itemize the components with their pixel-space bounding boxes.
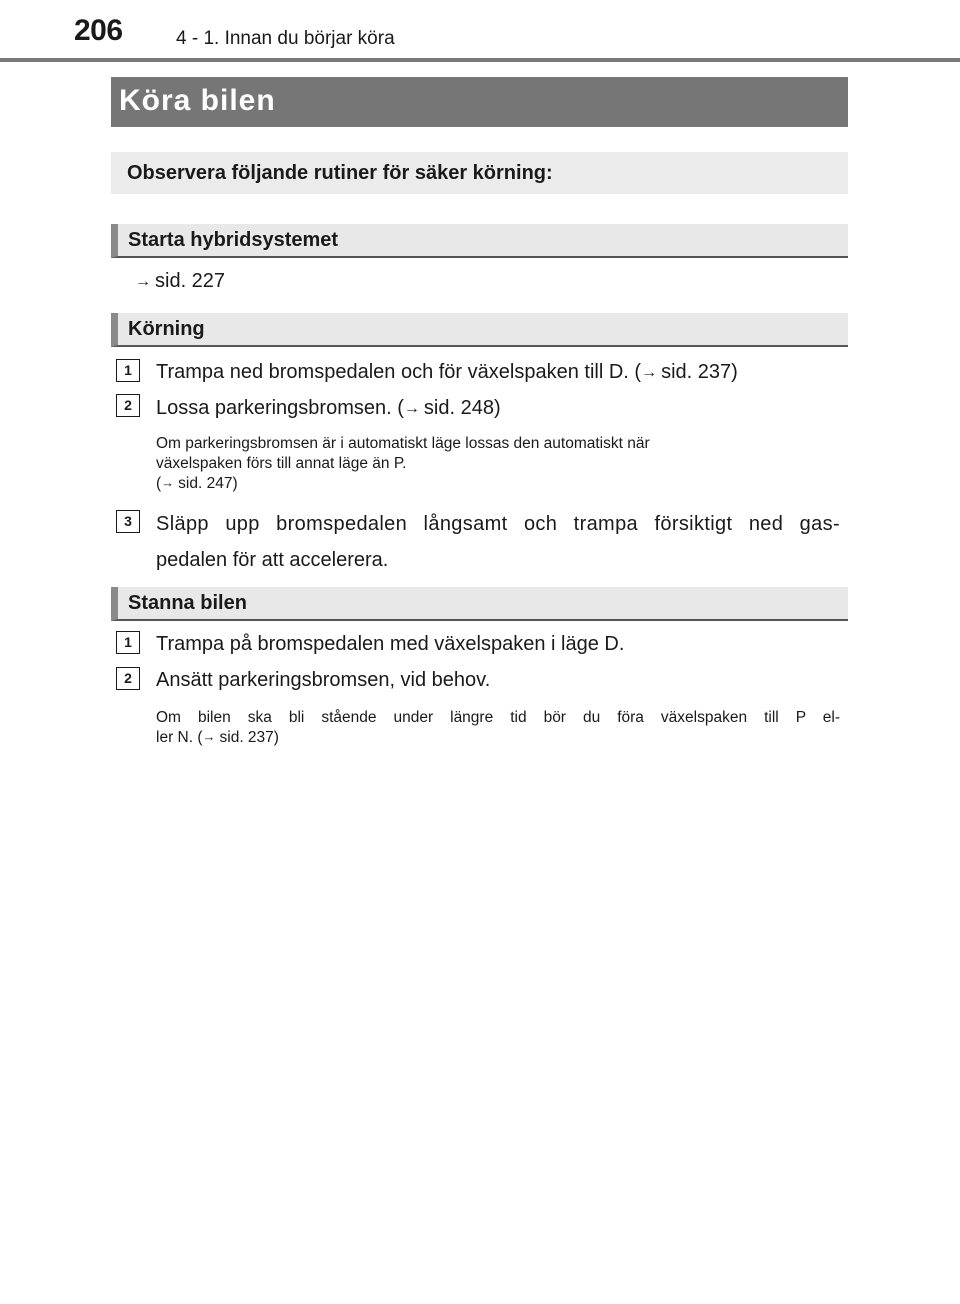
note-line	[156, 474, 840, 494]
subheading-driving	[111, 313, 848, 347]
step-text-line: pedalen för att accelerera.	[156, 549, 389, 571]
subheading-driving-label: Körning	[128, 318, 205, 340]
section-path: 4 - 1. Innan du börjar köra	[176, 28, 395, 49]
page-reference	[135, 270, 225, 293]
step-text: Trampa på bromspedalen med växelspaken i läge D.	[156, 633, 625, 655]
arrow-right-icon: →	[161, 475, 175, 490]
note-line	[156, 728, 840, 748]
step-number: 1	[116, 631, 140, 654]
step-text	[156, 509, 840, 575]
step-text-part: Lossa parkeringsbromsen. (	[156, 397, 404, 419]
intro-text: Observera följande rutiner för säker körning:	[127, 162, 553, 184]
intro-box	[111, 152, 848, 194]
arrow-right-icon: →	[135, 273, 151, 290]
page-reference-text: sid. 227	[155, 270, 226, 292]
note-line: Om bilen ska bli stående under längre tid bör du föra växelspaken till P el-	[156, 709, 840, 726]
step-text-line: Släpp upp bromspedalen långsamt och trampa försiktigt ned gas-	[156, 513, 840, 535]
step-text-ref: sid. 237)	[661, 361, 738, 383]
subheading-stop	[111, 587, 848, 621]
page-number: 206	[74, 14, 123, 47]
header-divider	[0, 58, 960, 62]
subheading-start-hybrid-label: Starta hybridsystemet	[128, 229, 339, 251]
step-text-part: Trampa ned bromspedalen och för växelspaken till D. (	[156, 361, 642, 383]
step-number: 1	[116, 359, 140, 382]
step-number: 2	[116, 667, 140, 690]
page-title: Köra bilen	[119, 84, 276, 117]
note-text-ref: sid. 247)	[178, 475, 238, 492]
note-text-part: ler N. (	[156, 729, 203, 746]
note-line: Om parkeringsbromsen är i automatiskt läge lossas den automatiskt när	[156, 435, 650, 452]
note-text-ref: sid. 237)	[219, 729, 279, 746]
step-text	[156, 393, 501, 425]
note-text-part: (	[156, 475, 162, 492]
step-text	[156, 357, 738, 389]
note-text	[156, 708, 840, 748]
arrow-right-icon: →	[641, 364, 658, 381]
arrow-right-icon: →	[202, 729, 216, 744]
step-text-ref: sid. 248)	[423, 397, 501, 419]
page-title-bar	[111, 77, 848, 127]
note-line: växelspaken förs till annat läge än P.	[156, 455, 407, 472]
note-text	[156, 434, 840, 494]
arrow-right-icon: →	[403, 400, 420, 417]
step-number: 3	[116, 510, 140, 533]
subheading-start-hybrid	[111, 224, 848, 258]
step-text: Ansätt parkeringsbromsen, vid behov.	[156, 669, 491, 691]
step-number: 2	[116, 394, 140, 417]
subheading-stop-label: Stanna bilen	[128, 592, 247, 614]
